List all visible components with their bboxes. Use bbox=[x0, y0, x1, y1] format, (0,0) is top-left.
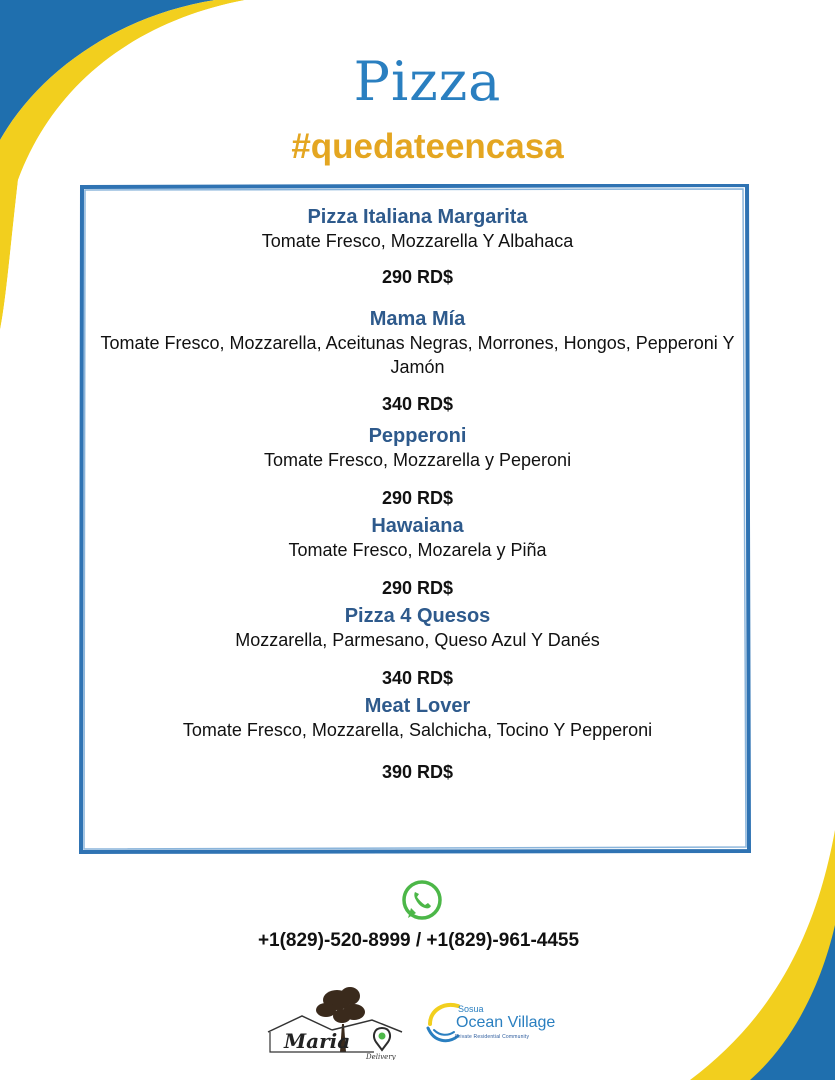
item-name: Pepperoni bbox=[368, 425, 467, 447]
menu-item bbox=[90, 694, 745, 784]
maria-logo-tagline: Delivery bbox=[366, 1053, 396, 1060]
item-description: Tomate Fresco, Mozzarella Y Albahaca bbox=[261, 231, 574, 251]
menu-item bbox=[90, 424, 745, 510]
item-name: Hawaiana bbox=[371, 515, 464, 537]
item-price: 290 RD$ bbox=[381, 267, 454, 287]
maria-delivery-logo bbox=[262, 980, 412, 1060]
item-price: 290 RD$ bbox=[381, 578, 454, 598]
item-description: Tomate Fresco, Mozzarella, Aceitunas Negras, Morrones, Hongos, Pepperoni Y Jamón bbox=[100, 333, 735, 377]
page-title: Pizza bbox=[353, 50, 502, 113]
whatsapp-icon bbox=[400, 878, 444, 922]
item-price: 340 RD$ bbox=[381, 668, 454, 688]
item-description: Mozzarella, Parmesano, Queso Azul Y Danés bbox=[235, 630, 600, 650]
phone-numbers: +1(829)-520-8999 / +1(829)-961-4455 bbox=[257, 930, 580, 951]
item-description: Tomate Fresco, Mozarela y Piña bbox=[288, 540, 547, 560]
ocean-logo-main: Ocean Village bbox=[456, 1014, 556, 1031]
item-price: 290 RD$ bbox=[381, 488, 454, 508]
menu-item bbox=[90, 307, 745, 416]
item-name: Meat Lover bbox=[364, 695, 471, 717]
ocean-logo-top: Sosua bbox=[458, 1004, 484, 1014]
hashtag: #quedateencasa bbox=[291, 127, 564, 166]
ocean-logo-sub: Private Residential Community bbox=[455, 1034, 530, 1040]
item-name: Pizza 4 Quesos bbox=[344, 605, 491, 627]
menu-item bbox=[90, 514, 745, 600]
item-description: Tomate Fresco, Mozzarella y Peperoni bbox=[263, 450, 572, 470]
item-name: Pizza Italiana Margarita bbox=[307, 206, 528, 228]
menu-item bbox=[90, 205, 745, 289]
menu-item bbox=[90, 604, 745, 690]
item-price: 390 RD$ bbox=[381, 762, 454, 782]
pizza-menu bbox=[90, 205, 745, 784]
item-description: Tomate Fresco, Mozzarella, Salchicha, Tocino Y Pepperoni bbox=[182, 720, 653, 740]
maria-logo-text: Maria bbox=[284, 1029, 351, 1053]
item-name: Mama Mía bbox=[369, 308, 466, 330]
item-price: 340 RD$ bbox=[381, 394, 454, 414]
